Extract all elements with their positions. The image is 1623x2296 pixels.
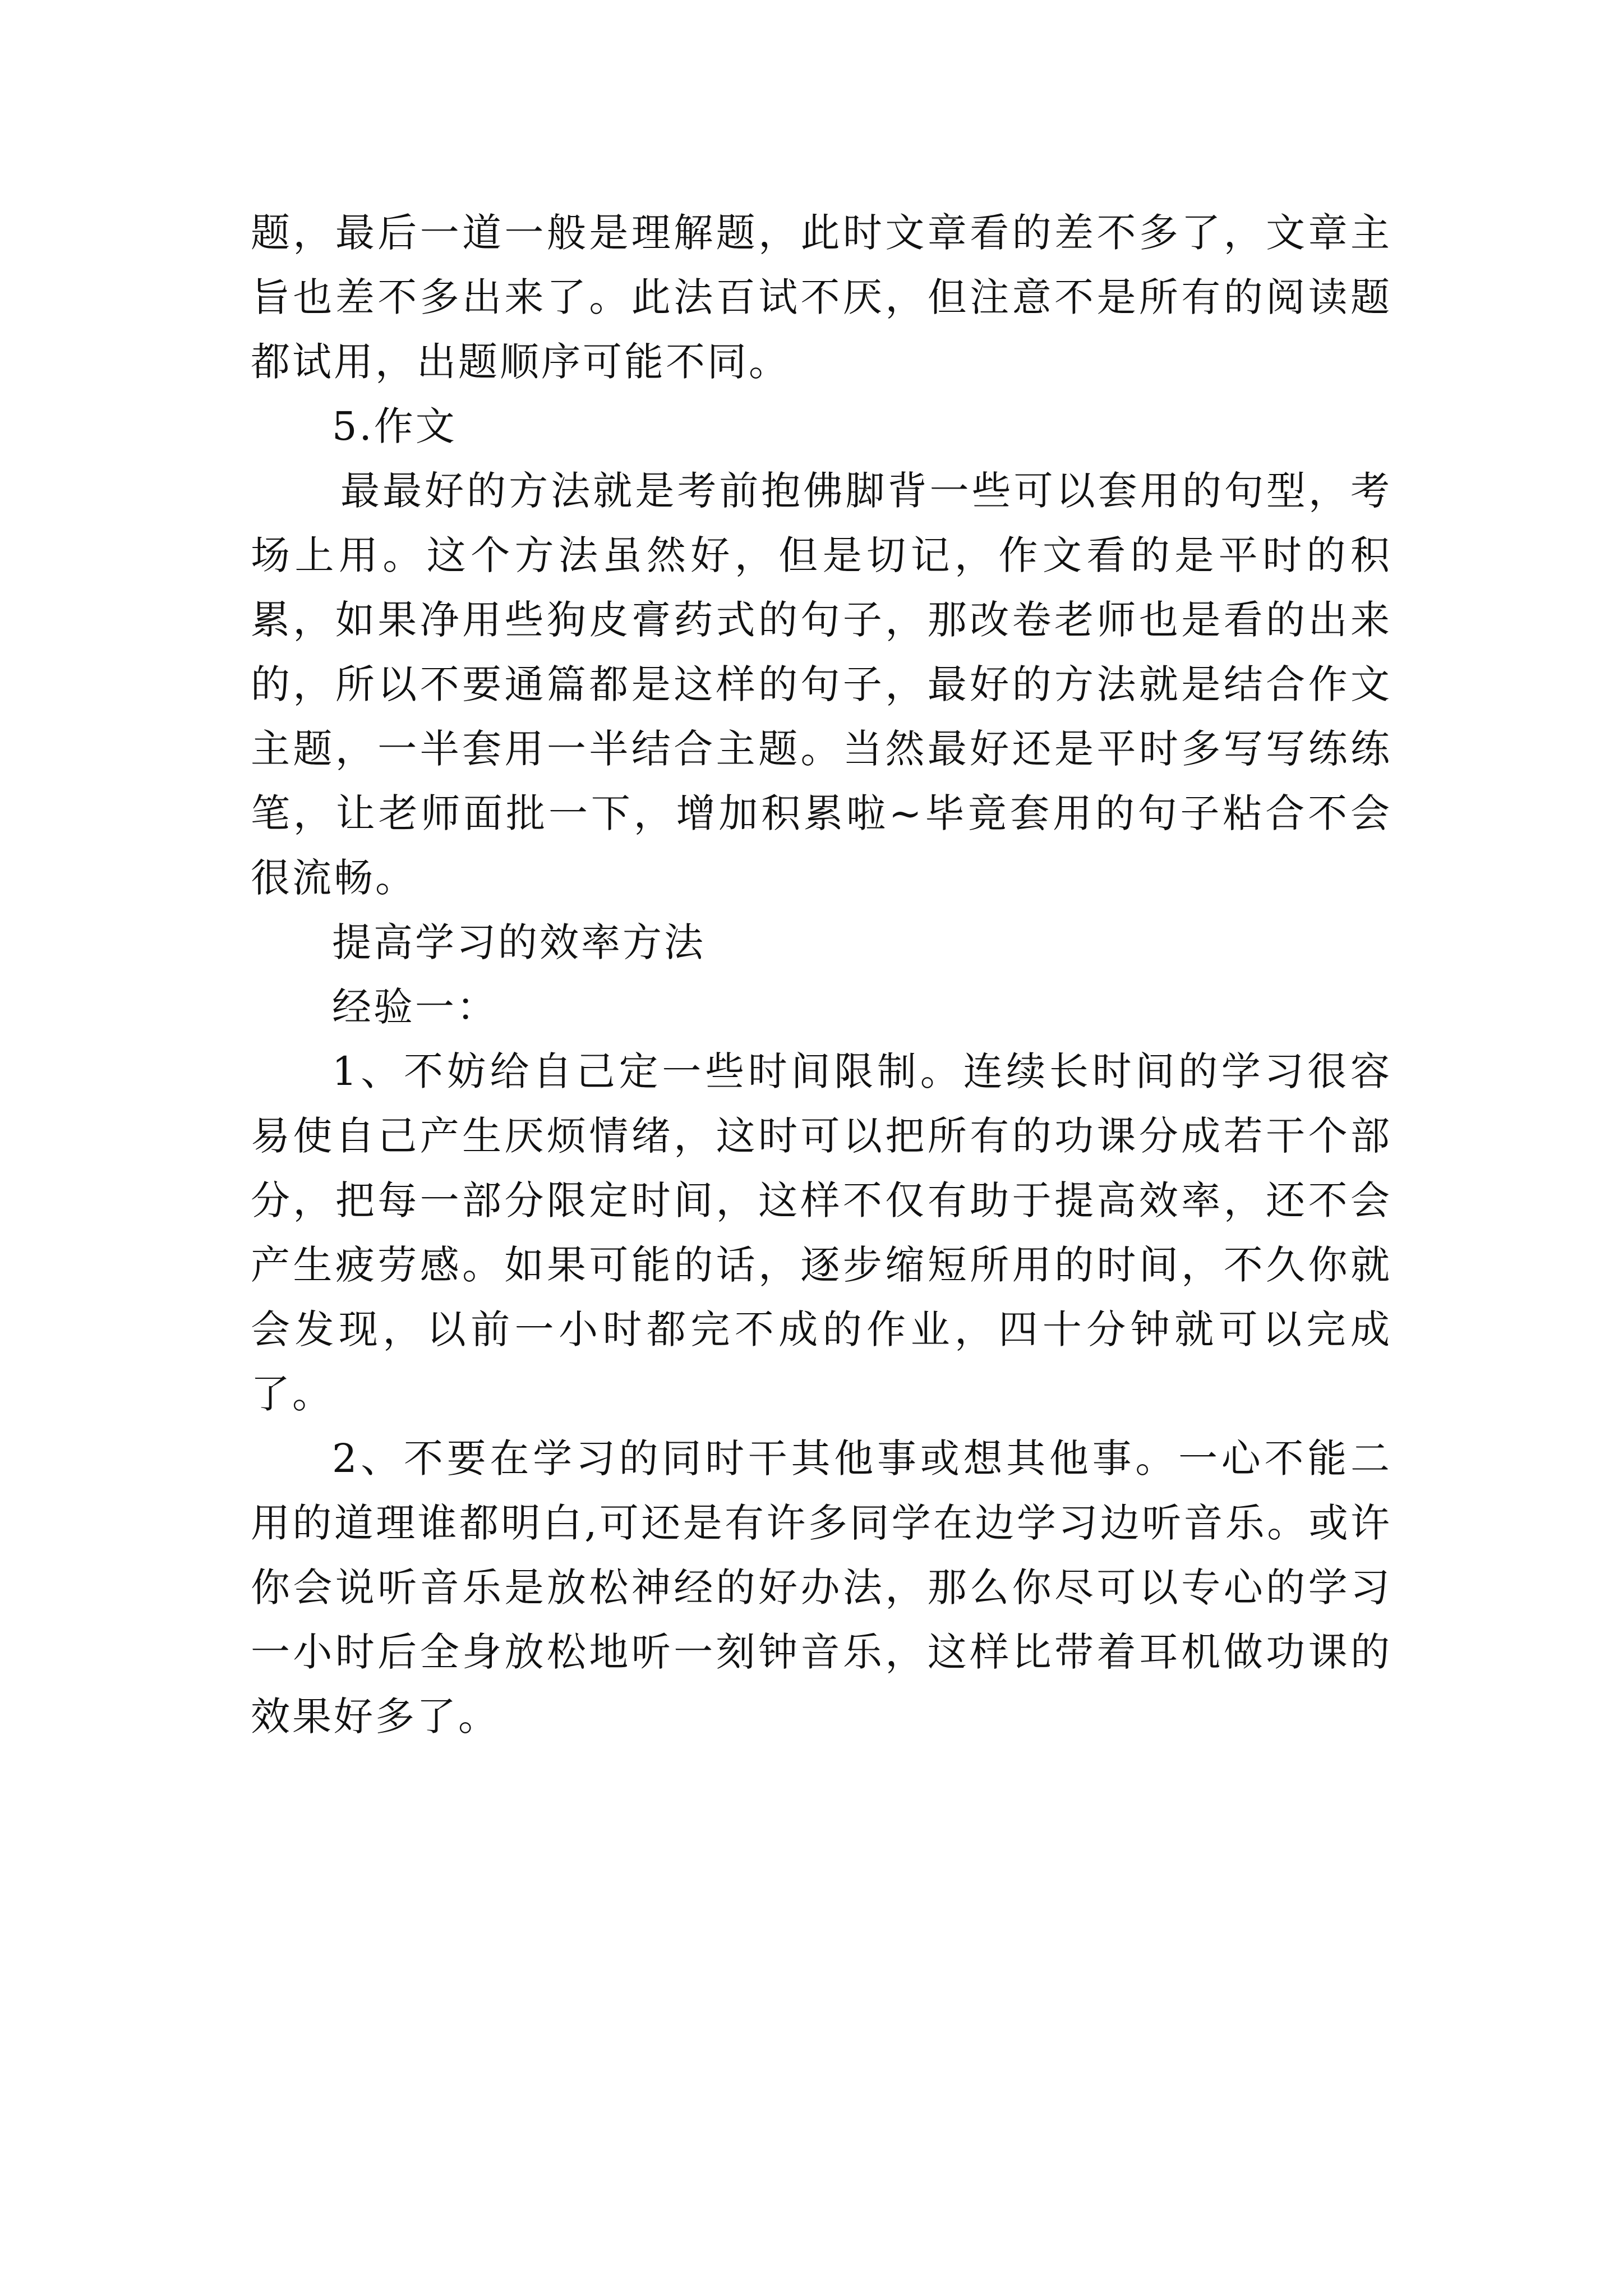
paragraph-tip-2: 2、不要在学习的同时干其他事或想其他事。一心不能二用的道理谁都明白,可还是有许多同学在边学习边听音乐。或许你会说听音乐是放松神经的好办法，那么你尽可以专心的学习一小时后全身放松地听一刻钟音乐，这样比带着耳机做功课的效果好多了。 [251, 1435, 1392, 1740]
paragraph-reading-tip-end: 题，最后一道一般是理解题，此时文章看的差不多了，文章主旨也差不多出来了。此法百试不厌，但注意不是所有的阅读题都试用，出题顺序可能不同。 [251, 210, 1392, 385]
paragraph-composition-tip: 最最好的方法就是考前抱佛脚背一些可以套用的句型，考场上用。这个方法虽然好，但是切记，作文看的是平时的积累，如果净用些狗皮膏药式的句子，那改卷老师也是看的出来的，所以不要通篇都是这样的句子，最好的方法就是结合作文主题，一半套用一半结合主题。当然最好还是平时多写写练练笔，让老师面批一下，增加积累啦~毕竟套用的句子粘合不会很流畅。 [251, 468, 1392, 901]
section-title-efficiency: 提高学习的效率方法 [332, 919, 706, 965]
section-heading-composition: 5.作文 [332, 403, 457, 449]
section-heading-experience-one: 经验一： [332, 984, 498, 1030]
paragraph-tip-1: 1、不妨给自己定一些时间限制。连续长时间的学习很容易使自己产生厌烦情绪，这时可以把所有的功课分成若干个部分，把每一部分限定时间，这样不仅有助于提高效率，还不会产生疲劳感。如果可能的话，逐步缩短所用的时间，不久你就会发现，以前一小时都完不成的作业，四十分钟就可以完成了。 [251, 1048, 1392, 1417]
document-body [251, 201, 1392, 1749]
